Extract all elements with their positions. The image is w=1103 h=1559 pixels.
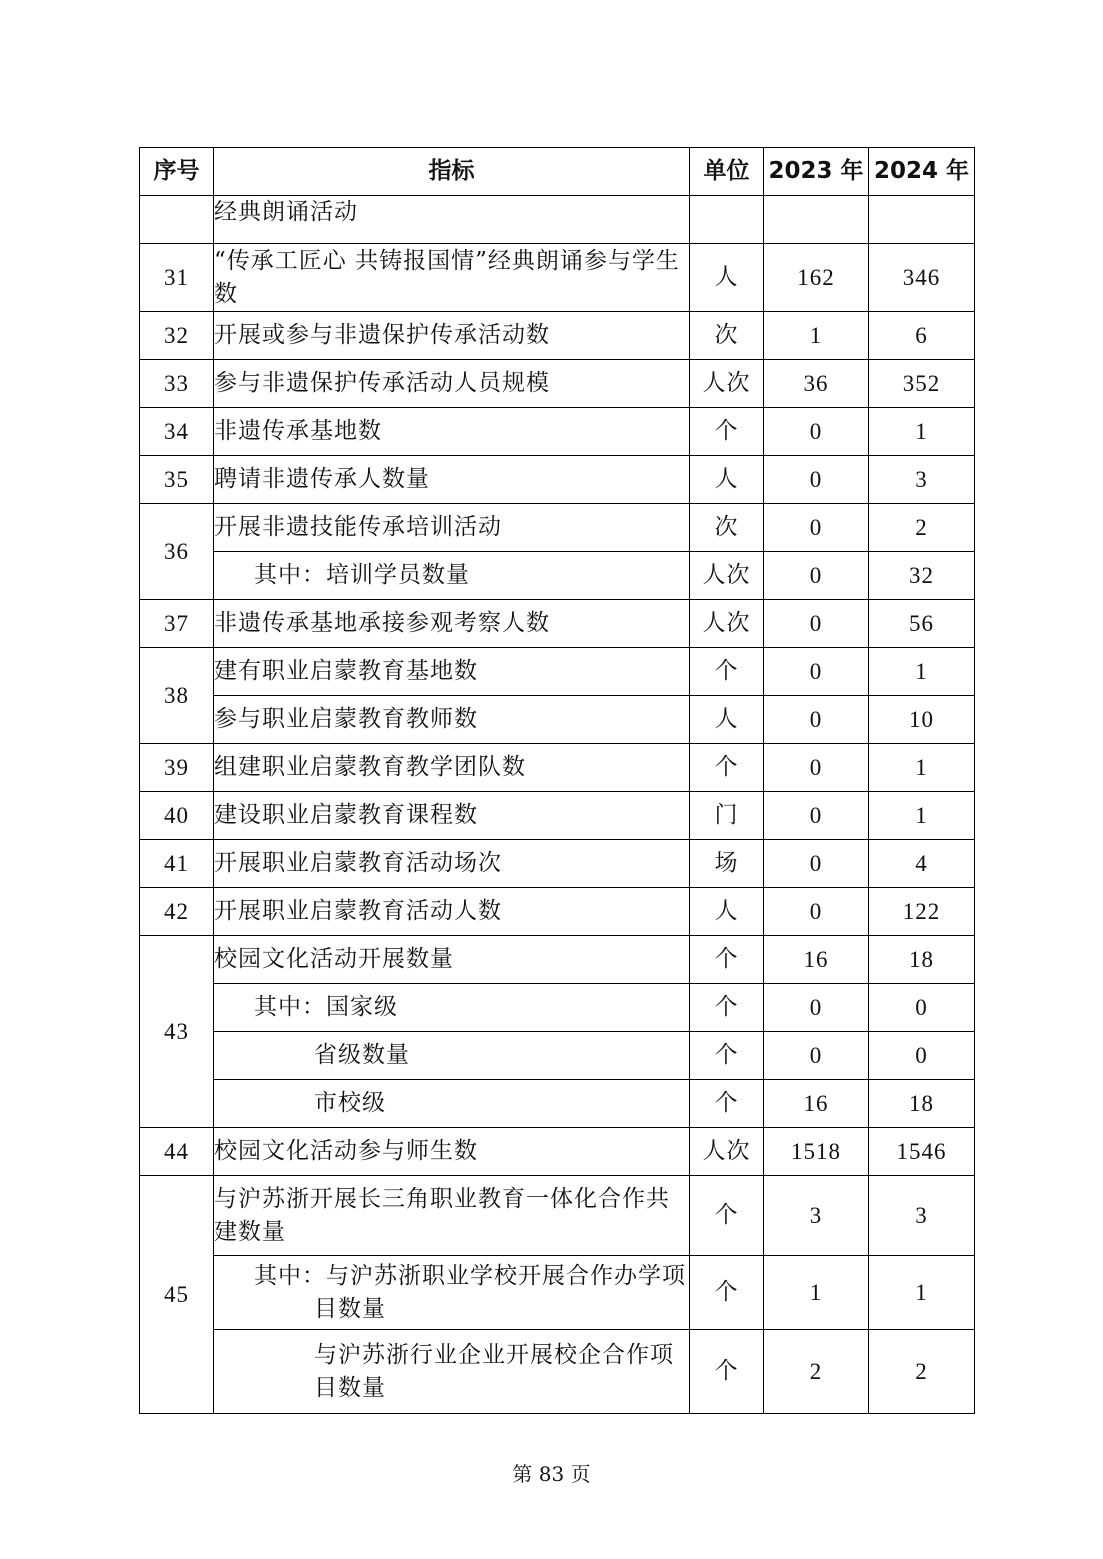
unit-cell: 人 — [690, 244, 764, 312]
value-2024-cell: 1 — [869, 408, 975, 456]
table-row — [140, 984, 975, 1032]
unit-cell: 场 — [690, 840, 764, 888]
seq-cell: 43 — [140, 936, 214, 1128]
value-2023-cell: 0 — [764, 408, 869, 456]
unit-cell: 人 — [690, 696, 764, 744]
value-2023-cell: 16 — [764, 936, 869, 984]
value-2024-cell: 346 — [869, 244, 975, 312]
unit-cell: 个 — [690, 1176, 764, 1256]
table-row — [140, 840, 975, 888]
indicator-cell: 其中：培训学员数量 — [214, 552, 690, 600]
seq-cell: 38 — [140, 648, 214, 744]
value-2024-cell: 352 — [869, 360, 975, 408]
table-row — [140, 552, 975, 600]
value-2023-cell: 0 — [764, 552, 869, 600]
indicator-cell: 建设职业启蒙教育课程数 — [214, 792, 690, 840]
value-2023-cell: 3 — [764, 1176, 869, 1256]
table-row — [140, 600, 975, 648]
table-row — [140, 648, 975, 696]
value-2023-cell: 36 — [764, 360, 869, 408]
value-2023-cell: 1518 — [764, 1128, 869, 1176]
indicator-cell: 开展职业启蒙教育活动人数 — [214, 888, 690, 936]
seq-cell: 42 — [140, 888, 214, 936]
value-2024-cell: 18 — [869, 1080, 975, 1128]
indicator-cell: 校园文化活动开展数量 — [214, 936, 690, 984]
unit-cell: 个 — [690, 1256, 764, 1330]
table-row — [140, 1330, 975, 1414]
unit-cell: 个 — [690, 1032, 764, 1080]
value-2023-cell: 0 — [764, 504, 869, 552]
table-row — [140, 312, 975, 360]
value-2024-cell: 2 — [869, 504, 975, 552]
unit-cell: 人次 — [690, 600, 764, 648]
indicator-cell: 聘请非遗传承人数量 — [214, 456, 690, 504]
unit-cell: 次 — [690, 312, 764, 360]
value-2023-cell: 0 — [764, 984, 869, 1032]
value-2024-cell: 1 — [869, 792, 975, 840]
value-2023-cell: 0 — [764, 696, 869, 744]
value-2024-cell: 0 — [869, 1032, 975, 1080]
unit-cell: 人次 — [690, 552, 764, 600]
seq-cell: 39 — [140, 744, 214, 792]
value-2024-cell: 18 — [869, 936, 975, 984]
value-2024-cell: 1 — [869, 648, 975, 696]
value-2023-cell: 16 — [764, 1080, 869, 1128]
value-2023-cell: 0 — [764, 840, 869, 888]
unit-cell: 人次 — [690, 1128, 764, 1176]
table-row — [140, 1176, 975, 1256]
unit-cell: 个 — [690, 984, 764, 1032]
indicator-text: 其中：与沪苏浙职业学校开展合作办学项目数量 — [254, 1262, 686, 1322]
value-2024-cell: 6 — [869, 312, 975, 360]
unit-cell: 个 — [690, 1080, 764, 1128]
table-row — [140, 1128, 975, 1176]
indicator-cell: 建有职业启蒙教育基地数 — [214, 648, 690, 696]
value-2023-cell: 2 — [764, 1330, 869, 1414]
table-row — [140, 936, 975, 984]
indicator-cell: 校园文化活动参与师生数 — [214, 1128, 690, 1176]
table-row — [140, 792, 975, 840]
unit-cell: 门 — [690, 792, 764, 840]
table-header-row — [140, 148, 975, 196]
table-row — [140, 504, 975, 552]
value-2024-cell: 4 — [869, 840, 975, 888]
seq-cell: 36 — [140, 504, 214, 600]
seq-cell: 31 — [140, 244, 214, 312]
seq-cell: 41 — [140, 840, 214, 888]
header-indicator: 指标 — [214, 148, 690, 196]
indicator-cell: 非遗传承基地承接参观考察人数 — [214, 600, 690, 648]
seq-cell: 32 — [140, 312, 214, 360]
indicator-cell: 其中：国家级 — [214, 984, 690, 1032]
value-2024-cell: 56 — [869, 600, 975, 648]
unit-cell: 人 — [690, 888, 764, 936]
indicator-cell: 开展或参与非遗保护传承活动数 — [214, 312, 690, 360]
value-2023-cell: 1 — [764, 1256, 869, 1330]
header-seq: 序号 — [140, 148, 214, 196]
value-2024-cell: 10 — [869, 696, 975, 744]
indicator-cell: 参与非遗保护传承活动人员规模 — [214, 360, 690, 408]
value-2023-cell — [764, 196, 869, 244]
indicator-cell: 组建职业启蒙教育教学团队数 — [214, 744, 690, 792]
seq-cell — [140, 196, 214, 244]
table-row — [140, 1256, 975, 1330]
indicator-cell: 经典朗诵活动 — [214, 196, 690, 244]
indicator-cell: 非遗传承基地数 — [214, 408, 690, 456]
indicator-cell: 省级数量 — [214, 1032, 690, 1080]
unit-cell — [690, 196, 764, 244]
seq-cell: 44 — [140, 1128, 214, 1176]
value-2024-cell: 3 — [869, 456, 975, 504]
value-2023-cell: 0 — [764, 1032, 869, 1080]
value-2024-cell: 122 — [869, 888, 975, 936]
seq-cell: 34 — [140, 408, 214, 456]
header-2024: 2024 年 — [869, 148, 975, 196]
seq-cell: 33 — [140, 360, 214, 408]
table-row — [140, 1080, 975, 1128]
indicator-cell: 开展职业启蒙教育活动场次 — [214, 840, 690, 888]
seq-cell: 40 — [140, 792, 214, 840]
value-2024-cell: 3 — [869, 1176, 975, 1256]
table-row — [140, 360, 975, 408]
table-row — [140, 196, 975, 244]
table-row — [140, 408, 975, 456]
indicator-cell: 与沪苏浙行业企业开展校企合作项目数量 — [214, 1330, 690, 1414]
value-2024-cell: 1 — [869, 1256, 975, 1330]
seq-cell: 35 — [140, 456, 214, 504]
value-2023-cell: 0 — [764, 456, 869, 504]
unit-cell: 个 — [690, 936, 764, 984]
indicator-table — [139, 147, 975, 1414]
indicator-cell: 开展非遗技能传承培训活动 — [214, 504, 690, 552]
value-2024-cell: 1546 — [869, 1128, 975, 1176]
value-2023-cell: 0 — [764, 600, 869, 648]
value-2024-cell: 1 — [869, 744, 975, 792]
header-2023: 2023 年 — [764, 148, 869, 196]
value-2024-cell: 32 — [869, 552, 975, 600]
unit-cell: 个 — [690, 744, 764, 792]
unit-cell: 人次 — [690, 360, 764, 408]
value-2023-cell: 0 — [764, 744, 869, 792]
unit-cell: 个 — [690, 1330, 764, 1414]
value-2024-cell: 2 — [869, 1330, 975, 1414]
table-row — [140, 1032, 975, 1080]
unit-cell: 个 — [690, 408, 764, 456]
unit-cell: 次 — [690, 504, 764, 552]
table-row — [140, 456, 975, 504]
indicator-cell: 与沪苏浙开展长三角职业教育一体化合作共建数量 — [214, 1176, 690, 1256]
indicator-cell: 市校级 — [214, 1080, 690, 1128]
indicator-cell: 参与职业启蒙教育教师数 — [214, 696, 690, 744]
indicator-cell — [214, 1256, 690, 1330]
indicator-cell: “传承工匠心 共铸报国情”经典朗诵参与学生数 — [214, 244, 690, 312]
value-2024-cell: 0 — [869, 984, 975, 1032]
unit-cell: 人 — [690, 456, 764, 504]
seq-cell: 37 — [140, 600, 214, 648]
table-row — [140, 888, 975, 936]
value-2023-cell: 162 — [764, 244, 869, 312]
value-2023-cell: 1 — [764, 312, 869, 360]
value-2023-cell: 0 — [764, 648, 869, 696]
unit-cell: 个 — [690, 648, 764, 696]
value-2024-cell — [869, 196, 975, 244]
value-2023-cell: 0 — [764, 792, 869, 840]
page-number: 第 83 页 — [512, 1462, 591, 1486]
table-row — [140, 696, 975, 744]
table-row — [140, 244, 975, 312]
value-2023-cell: 0 — [764, 888, 869, 936]
header-unit: 单位 — [690, 148, 764, 196]
table-row — [140, 744, 975, 792]
seq-cell: 45 — [140, 1176, 214, 1414]
